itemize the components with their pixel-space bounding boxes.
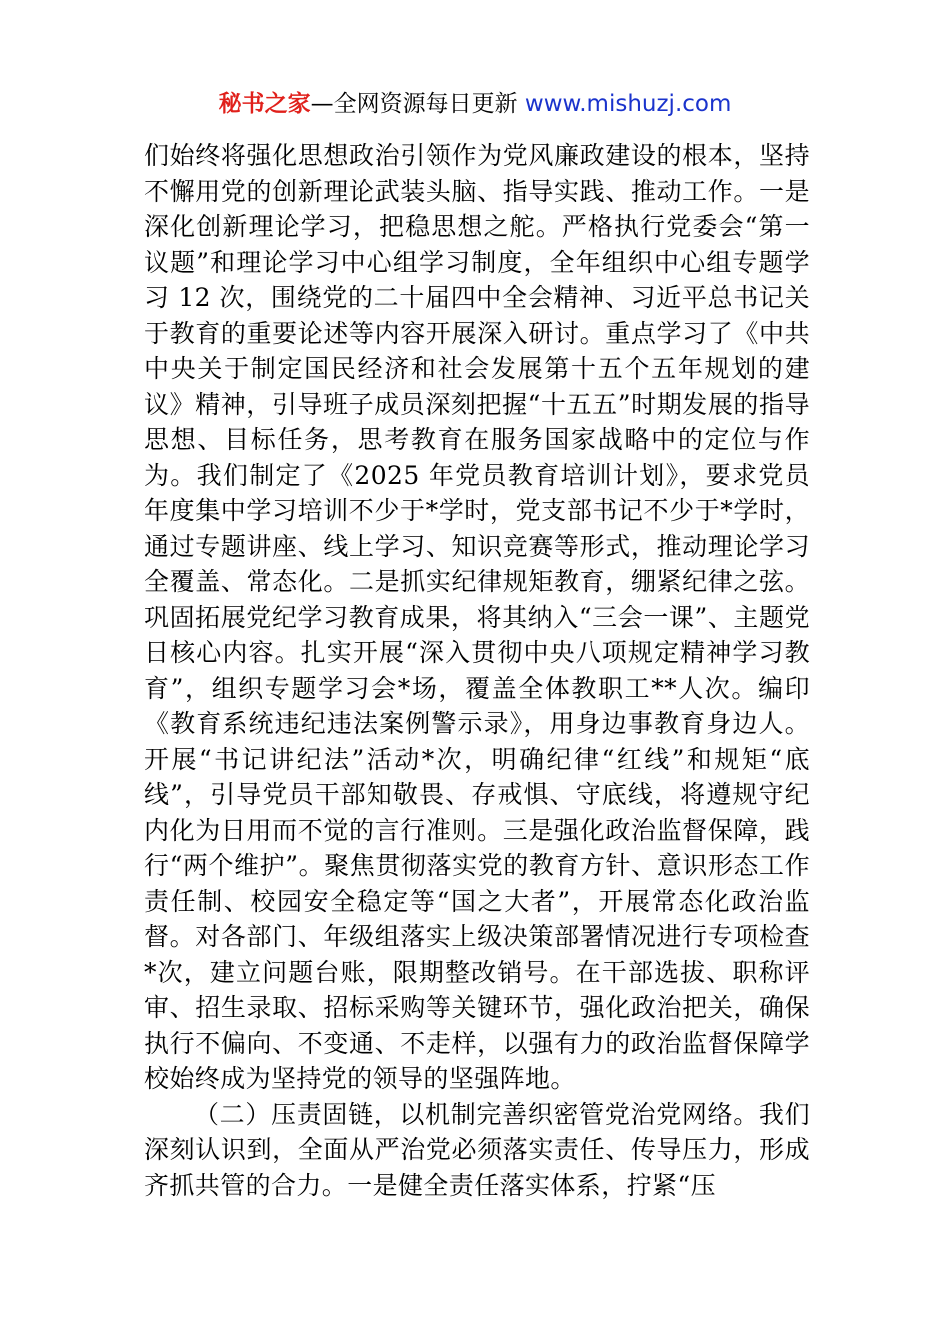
header-brand: 秘书之家 [218, 91, 311, 117]
header-url-link[interactable]: www.mishuzj.com [524, 91, 732, 117]
paragraph-continued: 们始终将强化思想政治引领作为党风廉政建设的根本，坚持不懈用党的创新理论武装头脑、指导实践、推动工作。一是深化创新理论学习，把稳思想之舵。严格执行党委会“第一议题”和理论学习中心组学习制度，全年组织中心组专题学习 12 次，围绕党的二十届四中全会精神、习近平总书记关于教育的重要论述等内容开展深入研讨。重点学习了《中共中央关于制定国民经济和社会发展第十五个五年规划的建议》精神，引导班子成员深刻把握“十五五”时期发展的指导思想、目标任务，思考教育在服务国家战略中的定位与作为。我们制定了《2025 年党员教育培训计划》，要求党员年度集中学习培训不少于*学时，党支部书记不少于*学时，通过专题讲座、线上学习、知识竞赛等形式，推动理论学习全覆盖、常态化。二是抓实纪律规矩教育，绷紧纪律之弦。巩固拓展党纪学习教育成果，将其纳入“三会一课”、主题党日核心内容。扎实开展“深入贯彻中央八项规定精神学习教育”，组织专题学习会*场，覆盖全体教职工**人次。编印《教育系统违纪违法案例警示录》，用身边事教育身边人。开展“书记讲纪法”活动*次，明确纪律“红线”和规矩“底线”，引导党员干部知敬畏、存戒惧、守底线，将遵规守纪内化为日用而不觉的言行准则。三是强化政治监督保障，践行“两个维护”。聚焦贯彻落实党的教育方针、意识形态工作责任制、校园安全稳定等“国之大者”，开展常态化政治监督。对各部门、年级组落实上级决策部署情况进行专项检查*次，建立问题台账，限期整改销号。在干部选拔、职称评审、招生录取、招标采购等关键环节，强化政治把关，确保执行不偏向、不变通、不走样，以强有力的政治监督保障学校始终成为坚持党的领导的坚强阵地。 [144, 141, 810, 1093]
paragraph-section-two: （二）压责固链，以机制完善织密管党治党网络。我们深刻认识到，全面从严治党必须落实责任、传导压力，形成齐抓共管的合力。一是健全责任落实体系，拧紧“压 [144, 1099, 810, 1200]
header-tagline: —全网资源每日更新 [310, 91, 518, 117]
page-header [0, 88, 950, 120]
document-body [144, 138, 810, 1203]
